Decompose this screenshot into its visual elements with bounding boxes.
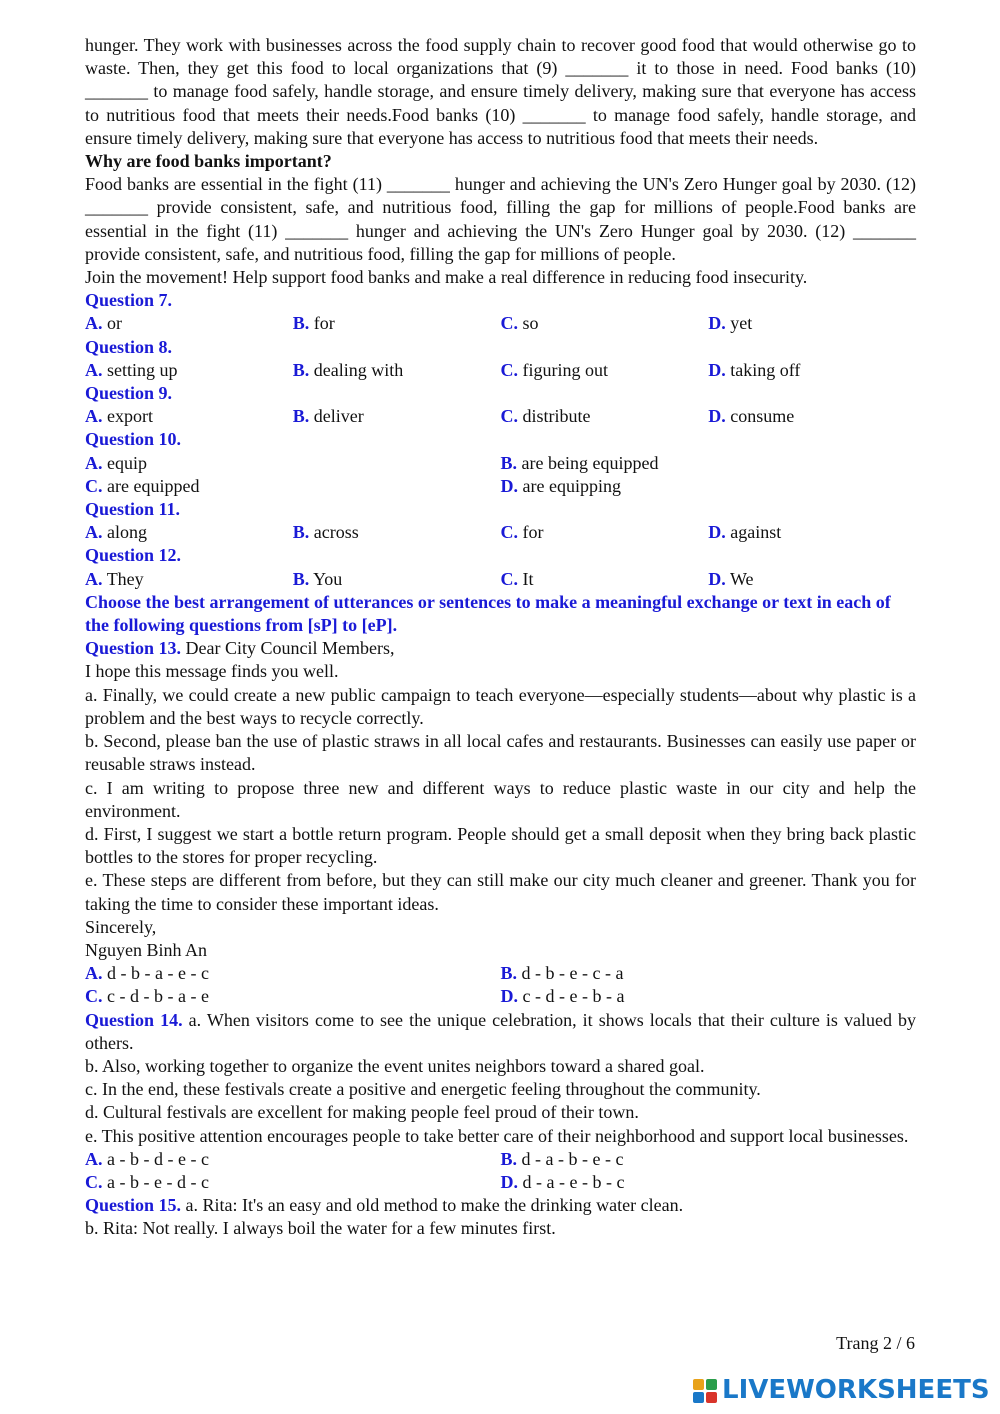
option-d[interactable]: D. yet [708, 313, 753, 334]
q13-sentence-a: a. Finally, we could create a new public campaign to teach everyone—especially students—about why plastic is a problem and the best ways to recycle correctly. [85, 684, 916, 728]
question-14-options-row-1 [85, 1148, 916, 1171]
passage-paragraph-3: Join the movement! Help support food banks and make a real difference in reducing food insecurity. [85, 267, 808, 288]
page-number: Trang 2 / 6 [836, 1333, 915, 1353]
option-b[interactable]: B. deliver [292, 406, 364, 427]
option-d[interactable]: D. consume [708, 406, 795, 427]
question-8-title: Question 8. [85, 336, 173, 357]
q13-closing: Sincerely, [85, 916, 157, 937]
option-b[interactable]: B. d - b - e - c - a [500, 963, 624, 984]
liveworksheets-logo [692, 1374, 990, 1408]
q13-sentence-d: d. First, I suggest we start a bottle return program. People should get a small deposit when they bring back plastic bottles to the stores for proper recycling. [85, 823, 916, 868]
option-c[interactable]: C. a - b - e - d - c [85, 1171, 209, 1192]
option-c[interactable]: C. so [500, 313, 539, 334]
option-b[interactable]: B. are being equipped [500, 452, 659, 473]
option-c[interactable]: C. distribute [500, 406, 591, 427]
question-15-first-line: Question 15. a. Rita: It's an easy and old method to make the drinking water clean. [85, 1195, 684, 1216]
q15-sentence-b: b. Rita: Not really. I always boil the water for a few minutes first. [85, 1218, 556, 1239]
option-d[interactable]: D. d - a - e - b - c [500, 1171, 625, 1192]
liveworksheets-logo-text: LIVEWORKSHEETS [722, 1375, 990, 1406]
option-a[interactable]: A. equip [85, 452, 147, 473]
document-page [85, 34, 916, 1241]
question-14-first-line: Question 14. a. When visitors come to see the unique celebration, it shows locals that their culture is valued by others. [85, 1009, 917, 1053]
question-10-options-row-1 [85, 452, 916, 475]
question-10-title: Question 10. [85, 429, 182, 450]
option-c[interactable]: C. It [500, 568, 534, 589]
question-13-options-row-1 [85, 962, 916, 985]
option-c[interactable]: C. c - d - b - a - e [85, 986, 209, 1007]
option-b[interactable]: B. for [292, 313, 335, 334]
q13-signature: Nguyen Binh An [85, 939, 208, 960]
liveworksheets-logo-icon [692, 1378, 718, 1404]
option-a[interactable]: A. setting up [85, 359, 178, 380]
instruction: Choose the best arrangement of utterances or sentences to make a meaningful exchange or text in each of the following questions from [sP] to [eP]. [85, 591, 891, 636]
option-d[interactable]: D. are equipping [500, 475, 621, 496]
option-a[interactable]: A. They [85, 568, 144, 589]
question-12-title: Question 12. [85, 545, 182, 566]
question-12-options [85, 568, 916, 591]
q14-sentence-d: d. Cultural festivals are excellent for making people feel proud of their town. [85, 1102, 639, 1123]
option-b[interactable]: B. You [292, 568, 343, 589]
passage-paragraph-2: Food banks are essential in the fight (11) _______ hunger and achieving the UN's Zero Hunger goal by 2030. (12) _______ provide consistent, safe, and nutritious food, filling the gap for millions of people.Food banks are essential in the fight (11) _______ hunger and achieving the UN's Zero Hunger goal by 2030. (12) _______ provide consistent, safe, and nutritious food, filling the gap for millions of people. [85, 174, 916, 264]
option-a[interactable]: A. a - b - d - e - c [85, 1148, 209, 1169]
q13-greeting: I hope this message finds you well. [85, 661, 339, 682]
question-11-options [85, 521, 916, 544]
option-b[interactable]: B. d - a - b - e - c [500, 1148, 624, 1169]
q14-sentence-b: b. Also, working together to organize the event unites neighbors toward a shared goal. [85, 1055, 705, 1076]
question-10-options-row-2 [85, 475, 916, 498]
option-a[interactable]: A. d - b - a - e - c [85, 963, 209, 984]
option-d[interactable]: D. c - d - e - b - a [500, 986, 625, 1007]
question-14-title: Question 14. [85, 1009, 183, 1030]
question-13-title: Question 13. [85, 638, 182, 659]
question-7-options [85, 312, 916, 335]
question-7-title: Question 7. [85, 290, 173, 311]
option-c[interactable]: C. figuring out [500, 359, 608, 380]
option-b[interactable]: B. dealing with [292, 359, 404, 380]
section-heading: Why are food banks important? [85, 151, 332, 172]
q13-sentence-e: e. These steps are different from before, but they can still make our city much cleaner and greener. Thank you for taking the time to consider these important ideas. [85, 870, 916, 914]
q13-sentence-c: c. I am writing to propose three new and different ways to reduce plastic waste in our city and help the environment. [85, 777, 916, 821]
question-8-options [85, 359, 916, 382]
question-9-title: Question 9. [85, 383, 173, 404]
q14-sentence-c: c. In the end, these festivals create a positive and energetic feeling throughout the community. [85, 1079, 761, 1100]
option-a[interactable]: A. or [85, 313, 122, 334]
option-a[interactable]: A. along [85, 522, 147, 543]
passage-paragraph-1: hunger. They work with businesses across the food supply chain to recover good food that would otherwise go to waste. Then, they get this food to local organizations that (9) _______ it to those in need. Food banks (10) _______ to manage food safely, handle storage, and ensure timely delivery, making sure that everyone has access to nutritious food that meets their needs.Food banks (10) _______ to manage food safely, handle storage, and ensure timely delivery, making sure that everyone has access to nutritious food that meets their needs. [85, 35, 916, 148]
question-13-options-row-2 [85, 985, 916, 1008]
option-c[interactable]: C. for [500, 522, 544, 543]
option-d[interactable]: D. taking off [708, 359, 801, 380]
option-d[interactable]: D. We [708, 568, 754, 589]
option-b[interactable]: B. across [292, 522, 359, 543]
question-14-options-row-2 [85, 1171, 916, 1194]
option-c[interactable]: C. are equipped [85, 475, 200, 496]
question-9-options [85, 405, 916, 428]
q13-sentence-b: b. Second, please ban the use of plastic straws in all local cafes and restaurants. Businesses can easily use paper or reusable straws instead. [85, 731, 916, 775]
q14-sentence-e: e. This positive attention encourages people to take better care of their neighborhood and support local businesses. [85, 1125, 909, 1146]
question-11-title: Question 11. [85, 499, 181, 520]
question-15-title: Question 15. [85, 1195, 182, 1216]
option-a[interactable]: A. export [85, 406, 153, 427]
question-13-first-line: Question 13. Dear City Council Members, [85, 638, 395, 659]
option-d[interactable]: D. against [708, 522, 782, 543]
